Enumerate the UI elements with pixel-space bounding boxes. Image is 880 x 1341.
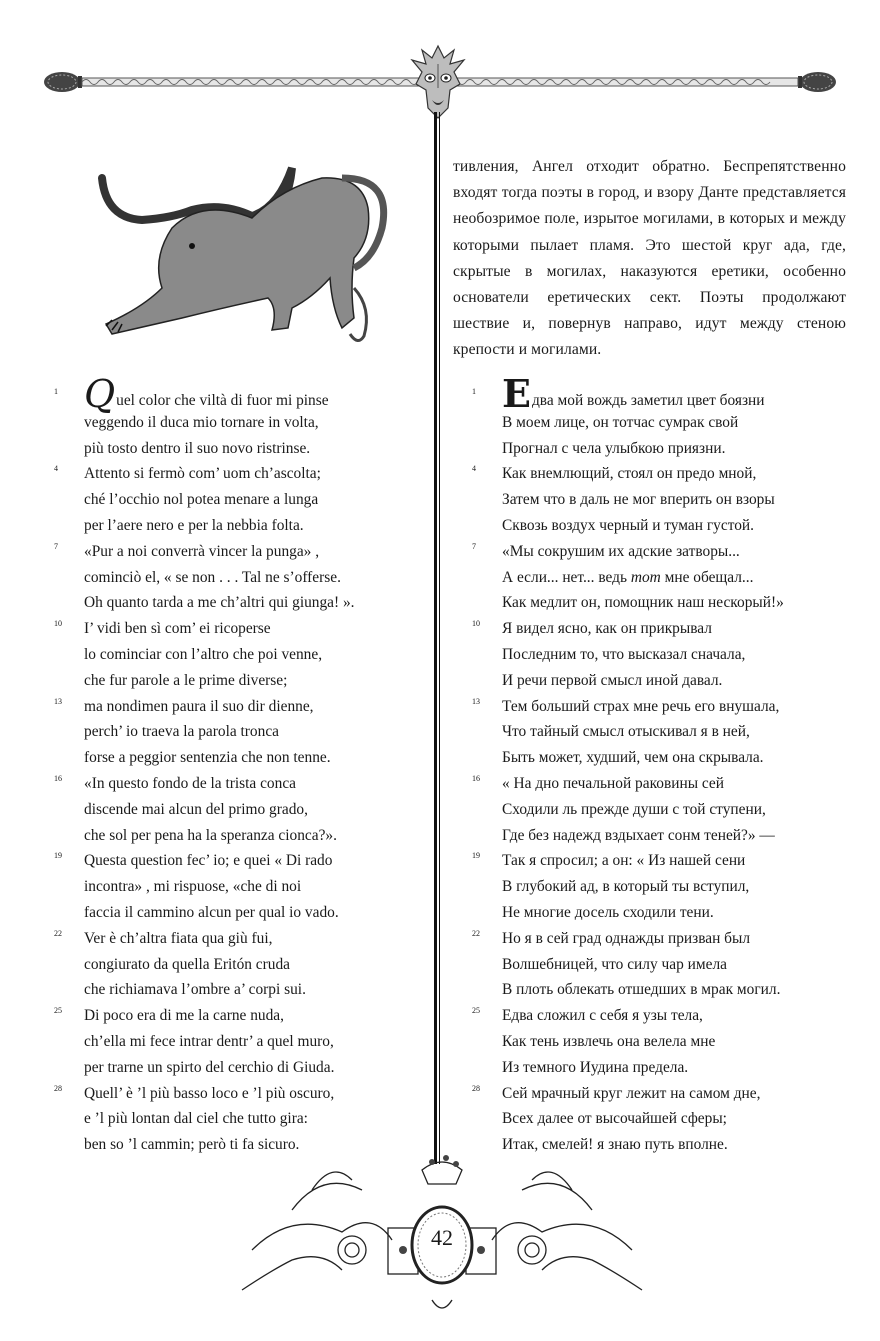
verse-line-text: « На дно печальной раковины сей	[502, 774, 724, 792]
verse-line-text: perch’ io traeva la parola tronca	[84, 723, 279, 741]
tercet	[472, 539, 842, 616]
verse-line-text: Как внемлющий, стоял он предо мной,	[502, 465, 757, 483]
tercet	[54, 1081, 424, 1158]
verse-line	[472, 642, 842, 668]
verse-line-text: Я видел ясно, как он прикрывал	[502, 620, 712, 638]
verse-line-text: В плоть облекать отшедших в мрак могил.	[502, 981, 781, 999]
verse-line-text: Но я в сей град однажды призван был	[502, 929, 751, 947]
verse-line	[472, 719, 842, 745]
verse-line	[54, 797, 424, 823]
verse-line-text: Attento si fermò com’ uom ch’ascolta;	[84, 465, 321, 483]
verse-line-text: Где без надежд вздыхает сонм теней?» —	[502, 826, 775, 844]
verse-line-text: Di poco era di me la carne nuda,	[84, 1007, 284, 1025]
tercet	[472, 694, 842, 771]
verse-line-text: più tosto dentro il suo novo ristrinse.	[84, 439, 311, 457]
verse-line-text: Как медлит он, помощник наш нескорый!»	[502, 594, 784, 612]
verse-line	[54, 410, 424, 436]
verse-line	[472, 1081, 842, 1107]
verse-line-text: И речи первой смысл иной давал.	[502, 671, 723, 689]
verse-number: 22	[54, 928, 62, 938]
verse-number: 19	[54, 851, 62, 861]
verse-line-text: Oh quanto tarda a me ch’altri qui giunga! ».	[84, 594, 355, 612]
verse-line-text: Сквозь воздух черный и туман густой.	[502, 516, 754, 534]
verse-number: 16	[54, 773, 62, 783]
verse-line-text: ben so ’l cammin; però ti fa sicuro.	[84, 1136, 300, 1154]
verse-line	[54, 771, 424, 797]
drop-cap: Е	[502, 371, 531, 416]
verse-line	[472, 539, 842, 565]
tercet	[54, 771, 424, 848]
verse-line-text: per l’aere nero e per la nebbia folta.	[84, 516, 304, 534]
tercet	[472, 926, 842, 1003]
tercet	[54, 539, 424, 616]
verse-line-text: Так я спросил; а он: « Из нашей сени	[502, 852, 746, 870]
verse-number: 10	[54, 619, 62, 629]
verse-line-text: Как тень извлечь она велела мне	[502, 1032, 716, 1050]
page-number: 42	[431, 1225, 453, 1250]
grotesque-mask-icon	[402, 44, 474, 120]
verse-number: 13	[472, 696, 480, 706]
tercet	[472, 1003, 842, 1080]
verse-line-text: Затем что в даль не мог вперить он взоры	[502, 491, 775, 509]
verse-line-text: Тем больший страх мне речь его внушала,	[502, 697, 780, 715]
verse-line	[472, 823, 842, 849]
verse-line	[472, 848, 842, 874]
verse-line	[54, 668, 424, 694]
verse-line-text: «In questo fondo de la trista conca	[84, 774, 296, 792]
verse-line-text: «Pur a noi converrà vincer la punga» ,	[84, 542, 320, 560]
verse-line	[54, 977, 424, 1003]
tercet	[54, 1003, 424, 1080]
verse-number: 25	[472, 1006, 480, 1016]
prose-summary: тивления, Ангел отходит обратно. Беспрепятственно входят тогда поэты в город, и взору Данте представляется необозримое поле, изрытое могилами, в которых и между которыми пылает пламя. Это шестой круг ада, где, скрытые в могилах, наказуются еретики, особенно основатели еретических сект. Поэты продолжают шествие и, повернув направо, идут между стеною крепости и могилами.	[453, 158, 846, 359]
tercet	[54, 372, 424, 461]
verse-line	[54, 616, 424, 642]
verse-line	[54, 461, 424, 487]
verse-number: 28	[54, 1083, 62, 1093]
verse-number: 25	[54, 1006, 62, 1016]
verse-line-text: Быть может, худший, чем она скрывала.	[502, 749, 764, 767]
verse-line	[54, 874, 424, 900]
verse-line	[54, 1106, 424, 1132]
left-finial-icon	[44, 72, 82, 92]
verse-line-text: Quell’ è ’l più basso loco e ’l più oscuro,	[84, 1084, 335, 1102]
drop-cap: Q	[84, 372, 116, 416]
verse-line	[54, 436, 424, 462]
verse-line-text: ché l’occhio nol potea menare a lunga	[84, 491, 319, 509]
verse-number: 16	[472, 773, 480, 783]
verse-line	[472, 694, 842, 720]
emphasized-word: тот	[630, 568, 661, 586]
horned-beast-illustration	[92, 158, 392, 348]
verse-line	[54, 565, 424, 591]
verse-line	[472, 1003, 842, 1029]
verse-line-text: I’ vidi ben sì com’ ei ricoperse	[84, 620, 271, 638]
verse-line-text: veggendo il duca mio tornare in volta,	[84, 413, 319, 431]
verse-line-text: ch’ella mi fece intrar dentr’ a quel muro,	[84, 1032, 334, 1050]
verse-line	[54, 539, 424, 565]
verse-line	[472, 436, 842, 462]
verse-line	[54, 487, 424, 513]
verse-line-text: congiurato da quella Eritón cruda	[84, 955, 290, 973]
verse-line	[472, 1029, 842, 1055]
verse-number: 13	[54, 696, 62, 706]
verse-line-text: per trarne un spirto del cerchio di Giuda.	[84, 1058, 335, 1076]
verse-line	[472, 1106, 842, 1132]
verse-number: 28	[472, 1083, 480, 1093]
verse-line-text: Всех далее от высочайшей сферы;	[502, 1110, 727, 1128]
verse-line-text: e ’l più lontan dal ciel che tutto gira:	[84, 1110, 308, 1128]
verse-line	[472, 797, 842, 823]
tercet	[54, 461, 424, 538]
verse-line-text: Итак, смелей! я знаю путь вполне.	[502, 1136, 728, 1154]
verse-number: 4	[472, 464, 476, 474]
tercet	[472, 771, 842, 848]
verse-line-text: uel color che viltà di fuor mi pinse	[116, 392, 329, 409]
right-finial-icon	[798, 72, 836, 92]
verse-line-text: Из темного Иудина предела.	[502, 1058, 689, 1076]
verse-line-text: discende mai alcun del primo grado,	[84, 800, 308, 818]
verse-number: 7	[472, 541, 476, 551]
verse-line-text: che richiamava l’ombre a’ corpi sui.	[84, 981, 306, 999]
verse-line	[54, 694, 424, 720]
verse-line-text: Сходили ль прежде души с той ступени,	[502, 800, 766, 818]
verse-line-text: Ver è ch’altra fiata qua giù fui,	[84, 929, 273, 947]
verse-line	[472, 487, 842, 513]
verse-line	[54, 823, 424, 849]
tercet	[54, 616, 424, 693]
verse-number: 1	[54, 387, 58, 396]
verse-line	[472, 616, 842, 642]
verse-line	[472, 565, 842, 591]
tercet	[472, 371, 842, 461]
verse-line	[472, 461, 842, 487]
verse-line-text: incontra» , mi rispuose, «che di noi	[84, 878, 302, 896]
verse-line-text: Волшебницей, что силу чар имела	[502, 955, 727, 973]
verse-line-text: Едва сложил с себя я узы тела,	[502, 1007, 703, 1025]
verse-line	[472, 926, 842, 952]
verse-line	[472, 513, 842, 539]
verse-line	[472, 410, 842, 436]
tercet	[54, 694, 424, 771]
verse-line	[472, 874, 842, 900]
verse-line-text: Что тайный смысл отыскивал я в ней,	[502, 723, 750, 741]
verse-line-text: lo cominciar con l’altro che poi venne,	[84, 645, 323, 663]
tercet	[472, 461, 842, 538]
verse-line	[54, 848, 424, 874]
tercet	[472, 848, 842, 925]
verse-line	[472, 371, 842, 416]
verse-line	[54, 642, 424, 668]
verse-line-text: che fur parole a le prime diverse;	[84, 671, 288, 689]
verse-line	[54, 1003, 424, 1029]
verse-line	[54, 513, 424, 539]
verse-line-text: В глубокий ад, в который ты вступил,	[502, 878, 750, 896]
verse-line-text: Последним то, что высказал сначала,	[502, 645, 746, 663]
tercet	[54, 926, 424, 1003]
verse-line-text: Questa question fec’ io; e quei « Di rado	[84, 852, 333, 870]
verse-line	[472, 590, 842, 616]
verse-line-text: Прогнал с чела улыбкою приязни.	[502, 439, 726, 457]
verse-line	[472, 952, 842, 978]
verse-line-text: «Мы сокрушим их адские затворы...	[502, 542, 740, 560]
verse-line-text: cominciò el, « se non . . . Tal ne s’offerse.	[84, 568, 341, 586]
verse-line	[472, 1055, 842, 1081]
verse-line	[54, 926, 424, 952]
verse-number: 19	[472, 851, 480, 861]
tercet	[472, 1081, 842, 1158]
verse-line	[472, 977, 842, 1003]
verse-line-text: forse a peggior sentenzia che non tenne.	[84, 749, 331, 767]
verse-line	[472, 900, 842, 926]
verse-number: 10	[472, 619, 480, 629]
verse-line	[54, 900, 424, 926]
verse-line-text: ma nondimen paura il suo dir dienne,	[84, 697, 314, 715]
verse-number: 1	[472, 387, 476, 396]
verse-number: 22	[472, 928, 480, 938]
verse-line	[54, 372, 424, 416]
verse-line	[54, 719, 424, 745]
verse-line	[472, 771, 842, 797]
verse-line	[54, 1029, 424, 1055]
verse-line-text: В моем лице, он тотчас сумрак свой	[502, 413, 739, 431]
verse-line	[54, 745, 424, 771]
italian-verse-column	[54, 372, 424, 1158]
verse-line-text: два мой вождь заметил цвет боязни	[531, 392, 765, 409]
russian-verse-column	[472, 371, 842, 1158]
tercet	[54, 848, 424, 925]
verse-line	[54, 952, 424, 978]
verse-line	[54, 590, 424, 616]
verse-number: 4	[54, 464, 58, 474]
tercet	[472, 616, 842, 693]
verse-line-text: che sol per pena ha la speranza cionca?».	[84, 826, 337, 844]
verse-line-text: faccia il cammino alcun per qual io vado.	[84, 903, 339, 921]
verse-line-text: Сей мрачный круг лежит на самом дне,	[502, 1084, 761, 1102]
verse-line	[54, 1081, 424, 1107]
column-divider	[434, 112, 442, 1164]
verse-number: 7	[54, 541, 58, 551]
verse-line-text: А если... нет... ведь тот мне обещал...	[502, 568, 754, 586]
verse-line	[472, 668, 842, 694]
verse-line	[472, 745, 842, 771]
verse-line	[54, 1055, 424, 1081]
verse-line-text: Не многие досель сходили тени.	[502, 903, 714, 921]
